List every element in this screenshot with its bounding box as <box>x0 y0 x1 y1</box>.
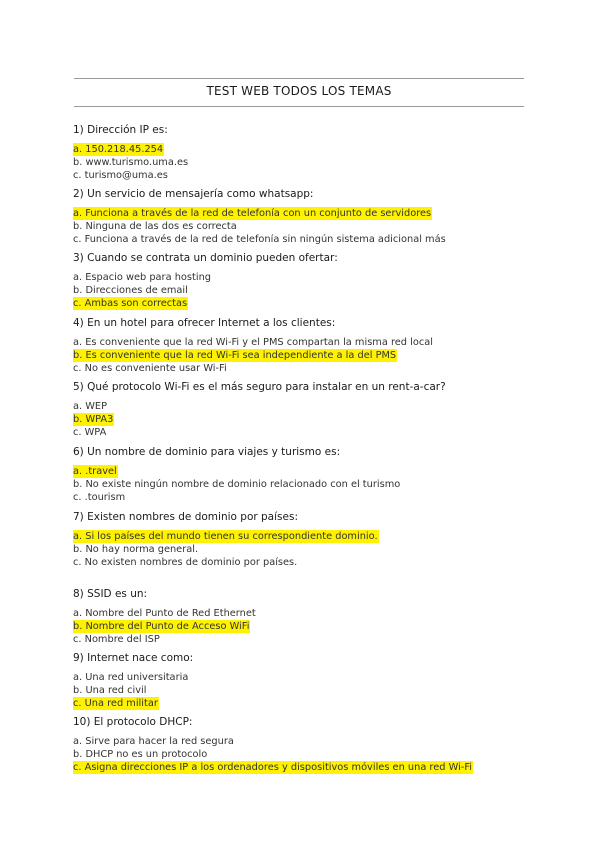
answer-option-row <box>73 729 543 747</box>
answer-option: c. WPA <box>73 427 107 438</box>
answer-option: c. No existen nombres de dominio por países. <box>73 557 298 568</box>
answer-option-row <box>73 691 543 709</box>
answer-option: b. Direcciones de email <box>73 285 188 296</box>
answer-option: a. Sirve para hacer la red segura <box>73 736 234 747</box>
answer-option-row <box>73 227 543 245</box>
answer-option-row <box>73 627 543 645</box>
question-5 <box>73 381 543 438</box>
question-1 <box>73 124 543 181</box>
answer-option-row <box>73 678 543 696</box>
question-text: 7) Existen nombres de dominio por países: <box>73 511 298 523</box>
answer-option: c. No es conveniente usar Wi-Fi <box>73 363 227 374</box>
question-6 <box>73 446 543 503</box>
question-text: 10) El protocolo DHCP: <box>73 716 193 728</box>
highlighted-answer-option: b. Nombre del Punto de Acceso WiFi <box>73 621 250 632</box>
answer-option-row <box>73 291 543 309</box>
highlighted-answer-option: a. .travel <box>73 466 117 477</box>
answer-option-row <box>73 407 543 425</box>
answer-option: a. Espacio web para hosting <box>73 272 212 283</box>
question-4 <box>73 317 543 374</box>
question-text: 5) Qué protocolo Wi-Fi es el más seguro para instalar en un rent-a-car? <box>73 381 446 393</box>
highlighted-answer-option: a. Funciona a través de la red de telefonía con un conjunto de servidores <box>73 208 432 219</box>
answer-option-row <box>73 601 543 619</box>
highlighted-answer-option: b. WPA3 <box>73 414 114 425</box>
question-text: 9) Internet nace como: <box>73 652 194 664</box>
top-rule <box>74 78 524 79</box>
highlighted-answer-option: a. Si los países del mundo tienen su correspondiente dominio. <box>73 531 378 542</box>
question-9 <box>73 652 543 709</box>
question-text: 3) Cuando se contrata un dominio pueden ofertar: <box>73 252 338 264</box>
answer-option-row <box>73 524 543 542</box>
answer-option: a. Es conveniente que la red Wi-Fi y el PMS compartan la misma red local <box>73 337 433 348</box>
answer-option-row <box>73 278 543 296</box>
question-2 <box>73 188 543 245</box>
answer-option: c. turismo@uma.es <box>73 170 168 181</box>
answer-option-row <box>73 742 543 760</box>
answer-option-row <box>73 755 543 773</box>
highlighted-answer-option: c. Ambas son correctas <box>73 298 188 309</box>
question-7 <box>73 511 543 568</box>
question-8 <box>73 588 543 645</box>
answer-option: b. Ninguna de las dos es correcta <box>73 221 237 232</box>
answer-option-row <box>73 150 543 168</box>
answer-option-row <box>73 265 543 283</box>
answer-option-row <box>73 459 543 477</box>
highlighted-answer-option: a. 150.218.45.254 <box>73 144 164 155</box>
answer-option-row <box>73 420 543 438</box>
answer-option: c. Nombre del ISP <box>73 634 160 645</box>
question-text: 4) En un hotel para ofrecer Internet a los clientes: <box>73 317 336 329</box>
answer-option-row <box>73 330 543 348</box>
answer-option: b. No hay norma general. <box>73 544 199 555</box>
answer-option-row <box>73 163 543 181</box>
question-text: 1) Dirección IP es: <box>73 124 168 136</box>
answer-option-row <box>73 614 543 632</box>
answer-option-row <box>73 665 543 683</box>
answer-option-row <box>73 137 543 155</box>
question-3 <box>73 252 543 309</box>
answer-option-row <box>73 472 543 490</box>
page-title: TEST WEB TODOS LOS TEMAS <box>206 84 392 98</box>
answer-option: a. Una red universitaria <box>73 672 189 683</box>
answer-option: b. Una red civil <box>73 685 147 696</box>
highlighted-answer-option: b. Es conveniente que la red Wi-Fi sea independiente a la del PMS <box>73 350 397 361</box>
answer-option-row <box>73 343 543 361</box>
question-text: 6) Un nombre de dominio para viajes y turismo es: <box>73 446 341 458</box>
answer-option-row <box>73 394 543 412</box>
question-text: 2) Un servicio de mensajería como whatsapp: <box>73 188 314 200</box>
question-text: 8) SSID es un: <box>73 588 148 600</box>
answer-option-row <box>73 201 543 219</box>
answer-option-row <box>73 550 543 568</box>
answer-option: c. .tourism <box>73 492 126 503</box>
answer-option: b. www.turismo.uma.es <box>73 157 189 168</box>
answer-option: a. Nombre del Punto de Red Ethernet <box>73 608 256 619</box>
answer-option: a. WEP <box>73 401 108 412</box>
highlighted-answer-option: c. Asigna direcciones IP a los ordenadores y dispositivos móviles en una red Wi-Fi <box>73 762 472 773</box>
question-10 <box>73 716 543 773</box>
answer-option: c. Funciona a través de la red de telefonía sin ningún sistema adicional más <box>73 234 446 245</box>
highlighted-answer-option: c. Una red militar <box>73 698 158 709</box>
bottom-rule <box>74 106 524 107</box>
answer-option: b. No existe ningún nombre de dominio relacionado con el turismo <box>73 479 401 490</box>
answer-option: b. DHCP no es un protocolo <box>73 749 208 760</box>
